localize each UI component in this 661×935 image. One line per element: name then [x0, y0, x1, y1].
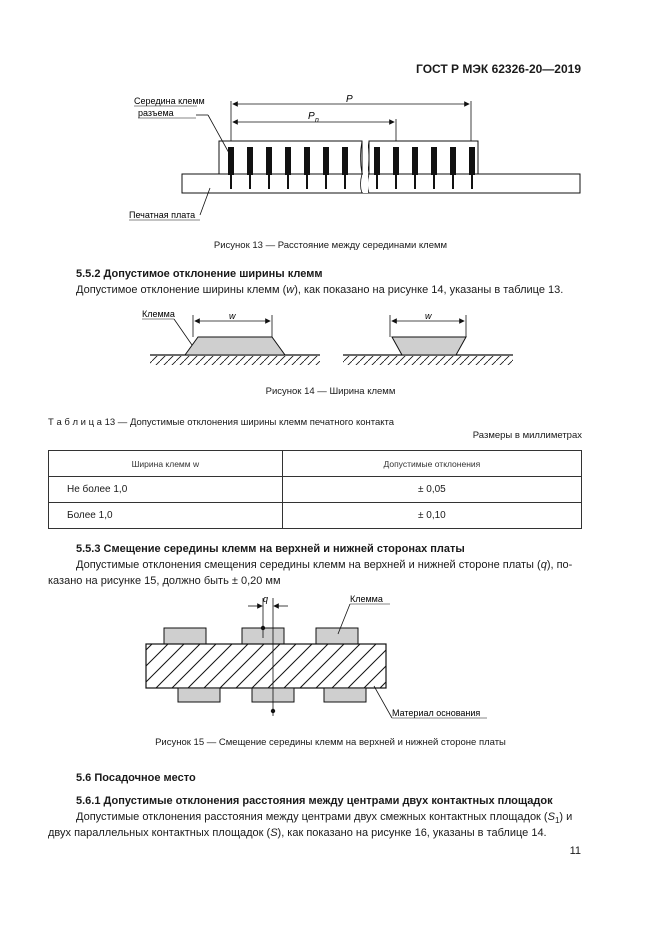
label-q: q: [263, 594, 269, 604]
label-connector: разъема: [138, 108, 174, 118]
standard-header: ГОСТ Р МЭК 62326-20—2019: [416, 62, 581, 76]
label-terminal-15: Клемма: [350, 594, 383, 604]
label-center: Середина клемм: [134, 96, 205, 106]
table-13-units: Размеры в миллиметрах: [472, 430, 582, 441]
figure-14-caption: Рисунок 14 — Ширина клемм: [265, 386, 396, 397]
table-row: [49, 503, 582, 529]
table-header-width: Ширина клемм w: [49, 451, 283, 477]
figure-13-caption: Рисунок 13 — Расстояние между серединами клемм: [213, 240, 448, 251]
label-terminal: Клемма: [142, 309, 175, 319]
label-pn: P: [308, 111, 315, 122]
page-number: 11: [569, 845, 581, 857]
section-553-title: 5.5.3 Смещение середины клемм на верхней и нижней сторонах платы: [76, 543, 465, 555]
figure-14-diagram: [0, 305, 661, 380]
figure-13-diagram: [0, 85, 661, 235]
section-56-title: 5.6 Посадочное место: [76, 772, 196, 784]
label-w-left: w: [229, 311, 236, 321]
section-553-line1: Допустимые отклонения смещения середины клемм на верхней и нижней стороне платы (q), по-: [76, 559, 573, 571]
table-row: [49, 477, 582, 503]
section-553-line2: казано на рисунке 15, должно быть ± 0,20 мм: [48, 575, 281, 587]
label-board: Печатная плата: [129, 210, 196, 220]
table-13-title: Т а б л и ц а 13 — Допустимые отклонения ширины клемм печатного контакта: [48, 417, 395, 428]
label-p: P: [346, 94, 353, 105]
section-561-line1: Допустимые отклонения расстояния между центрами двух смежных контактных площадок $(S_1)$ и: [76, 811, 573, 826]
table-13: [48, 450, 582, 529]
section-561-title: 5.6.1 Допустимые отклонения расстояния между центрами двух контактных площадок: [76, 795, 553, 807]
section-552-title: 5.5.2 Допустимое отклонение ширины клемм: [76, 268, 323, 280]
figure-15-caption: Рисунок 15 — Смещение середины клемм на верхней и нижней стороне платы: [155, 737, 506, 748]
section-561-line2: двух параллельных контактных площадок (S), как показано на рисунке 16, указаны в таблице 14.: [48, 827, 547, 839]
table-cell-width: Более 1,0: [49, 503, 283, 529]
label-w-right: w: [425, 311, 432, 321]
table-cell-tolerance: ± 0,05: [282, 477, 581, 503]
table-header-row: [49, 451, 582, 477]
table-cell-tolerance: ± 0,10: [282, 503, 581, 529]
table-header-tolerance: Допустимые отклонения: [282, 451, 581, 477]
figure-15-diagram: [0, 588, 661, 723]
table-cell-width: Не более 1,0: [49, 477, 283, 503]
label-pn-sub: n: [315, 117, 319, 124]
label-base: Материал основания: [392, 708, 481, 718]
section-552-text: Допустимое отклонение ширины клемм (w), как показано на рисунке 14, указаны в таблице 13.: [76, 284, 564, 296]
